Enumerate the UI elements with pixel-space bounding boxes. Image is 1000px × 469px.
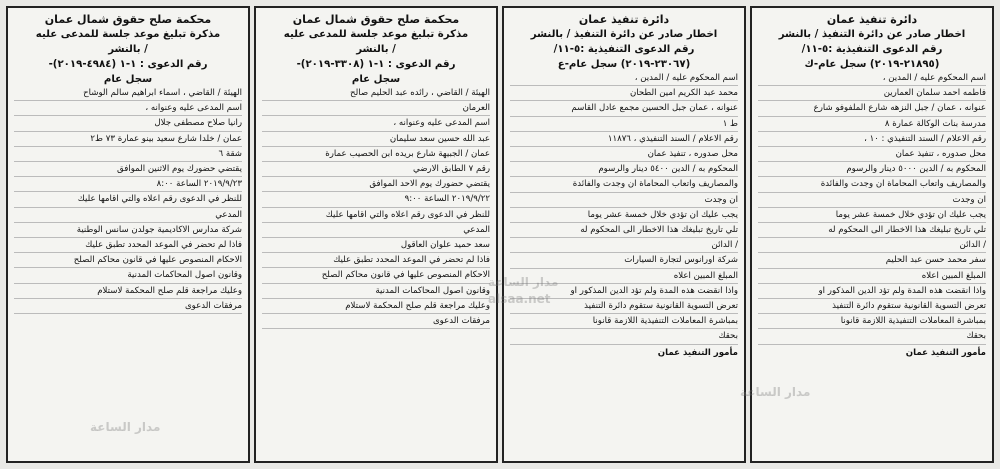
notice-header-line: سجل عام: [103, 74, 153, 85]
notice-body-line: رقم ٧ الطابق الارضي: [262, 163, 490, 177]
notice-header-line: رقم الدعوى : ١-١ (٣٣٠٨-٢٠١٩)-: [296, 59, 456, 70]
notice-body-line: الهيئة / القاضي ، اسماء ابراهيم سالم الوشاح: [14, 87, 242, 101]
notice-body-line: تعرض التسوية القانونية ستقوم دائرة التنفيذ: [510, 300, 738, 314]
watermark-text: مدار الساعة: [488, 275, 559, 289]
notice-body-line: المحكوم به / الدين ٥٤٠٠ دينار والرسوم: [510, 163, 738, 177]
notice-body-line: يجب عليك ان تؤدي خلال خمسة عشر يوما: [758, 209, 986, 223]
notice-header: [510, 12, 738, 72]
notice-body-line: عمان / خلدا شارع سعيد بينو عمارة ٧٣ ط٢: [14, 133, 242, 147]
notice-body-line: شركة مدارس الاكاديمية جولدن سانس الوطنية: [14, 224, 242, 238]
notice-body-line: شركة اورانوس لتجارة السيارات: [510, 254, 738, 268]
notice-body-line: اسم المحكوم عليه / المدين ،: [510, 72, 738, 86]
notice-header-line: رقم الدعوى : ١-١ (٤٩٨٤-٢٠١٩)-: [48, 59, 208, 70]
notice-header-line: (٢١٨٩٥-٢٠١٩) سجل عام-ك: [804, 59, 940, 70]
notice-body-line: العرمان: [262, 102, 490, 116]
notice-header-line: محكمة صلح حقوق شمال عمان: [292, 13, 460, 26]
watermark-text-3: مدار الساعة: [90, 420, 161, 434]
notice-body-line: ط ١: [510, 118, 738, 132]
notice-court-3308: [254, 6, 498, 463]
notice-body-line: سفر محمد حسن عبد الحليم: [758, 254, 986, 268]
notice-body-line: الاحكام المنصوص عليها في قانون محاكم الصلح: [262, 269, 490, 283]
notice-header-line: محكمة صلح حقوق شمال عمان: [44, 13, 212, 26]
notice-body-line: عنوانه ، عمان جبل الحسين مجمع عادل القاسم: [510, 102, 738, 116]
notice-body-line: والمصاريف واتعاب المحاماة ان وجدت والفائدة: [758, 178, 986, 192]
notice-body-line: المحكوم به / الدين ٥٠٠٠ دينار والرسوم: [758, 163, 986, 177]
notice-header-line: مذكرة تبليغ موعد جلسة للمدعى عليه: [283, 29, 469, 40]
notice-body-line: عنوانه ، عمان / جبل النزهه شارع الملفوفو شارع: [758, 102, 986, 116]
notice-execution-21895: [750, 6, 994, 463]
notice-body-line: تلي تاريخ تبليغك هذا الاخطار الى المحكوم له: [510, 224, 738, 238]
notice-body-line: شقة ٦: [14, 148, 242, 162]
notice-body-line: محل صدوره ، تنفيذ عمان: [758, 148, 986, 162]
notice-header-line: سجل عام: [351, 74, 401, 85]
notice-body-line: بمباشرة المعاملات التنفيذية اللازمة قانونا: [510, 315, 738, 329]
notice-body-line: يقتضي حضورك يوم الاحد الموافق: [262, 178, 490, 192]
notice-body-line: اسم المحكوم عليه / المدين ،: [758, 72, 986, 86]
notice-body-line: والمصاريف واتعاب المحاماة ان وجدت والفائدة: [510, 178, 738, 192]
notice-court-4984: [6, 6, 250, 463]
notice-body-line: وعليك مراجعة قلم صلح المحكمة لاستلام: [14, 285, 242, 299]
notice-body-line: مدرسة بنات الوكالة عمارة ٨: [758, 118, 986, 132]
notice-body-line: عمان / الجبيهة شارع بريده ابن الحصيب عمارة: [262, 148, 490, 162]
notice-body-line: واذا انقضت هذه المدة ولم تؤد الدين المذكور او: [510, 285, 738, 299]
notice-header-line: رقم الدعوى التنفيذية :٥-١١/: [801, 44, 943, 55]
notice-body-line: واذا انقضت هذه المدة ولم تؤد الدين المذكور او: [758, 285, 986, 299]
notice-body-line: فاذا لم تحضر في الموعد المحدد تطبق عليك: [262, 254, 490, 268]
notice-body-line: مرفقات الدعوى: [262, 315, 490, 329]
notice-body-line: يجب عليك ان تؤدي خلال خمسة عشر يوما: [510, 209, 738, 223]
notice-body-line: فاطمه احمد سلمان العمارين: [758, 87, 986, 101]
notice-header-line: اخطار صادر عن دائرة التنفيذ / بالنشر: [778, 29, 966, 40]
notice-body-line: تلي تاريخ تبليغك هذا الاخطار الى المحكوم له: [758, 224, 986, 238]
notice-body-line: ٢٠١٩/٩/٢٢ الساعة ٩:٠٠: [262, 193, 490, 207]
notice-body-line: المدعي: [262, 224, 490, 238]
notice-body-line: / الدائن: [510, 239, 738, 253]
watermark-url: alsaa.net: [488, 292, 551, 306]
notice-body-line: للنظر في الدعوى رقم اعلاه والتي اقامها عليك: [262, 209, 490, 223]
notice-header-line: دائرة تنفيذ عمان: [578, 13, 670, 26]
notice-header-line: مذكرة تبليغ موعد جلسة للمدعى عليه: [35, 29, 221, 40]
notice-body-line: رقم الاعلام / السند التنفيذي ، ١١٨٧٦: [510, 133, 738, 147]
notice-body-line: يقتضي حضورك يوم الاثنين الموافق: [14, 163, 242, 177]
notice-body-line: تعرض التسوية القانونية ستقوم دائرة التنفيذ: [758, 300, 986, 314]
notice-execution-23067: [502, 6, 746, 463]
notice-header-line: (٢٣٠٦٧-٢٠١٩) سجل عام-ع: [557, 59, 691, 70]
notice-body-line: اسم المدعى عليه وعنوانه ،: [14, 102, 242, 116]
notice-body-line: محمد عبد الكريم امين الطحان: [510, 87, 738, 101]
notice-signature: مأمور التنفيذ عمان: [905, 347, 986, 358]
notice-body-line: رقم الاعلام / السند التنفيذي : ١٠ ،: [758, 133, 986, 147]
notice-body-line: / الدائن: [758, 239, 986, 253]
notice-body-line: المبلغ المبين اعلاه: [758, 270, 986, 284]
notice-body-line: الاحكام المنصوص عليها في قانون محاكم الصلح: [14, 254, 242, 268]
notice-body-line: وقانون اصول المحاكمات المدنية: [14, 269, 242, 283]
notice-header-line: اخطار صادر عن دائرة التنفيذ / بالنشر: [530, 29, 718, 40]
notice-body-line: وقانون اصول المحاكمات المدنية: [262, 285, 490, 299]
notice-body-line: ٢٠١٩/٩/٢٣ الساعة ٨:٠٠: [14, 178, 242, 192]
notice-header-line: رقم الدعوى التنفيذية :٥-١١/: [553, 44, 695, 55]
notice-header-line: / بالنشر: [356, 44, 396, 55]
notice-body-line: بحقك: [758, 330, 986, 344]
notice-header: [758, 12, 986, 72]
notice-body-line: عبد الله حسين سعد سليمان: [262, 133, 490, 147]
notice-body-line: سعد حميد علوان العاقول: [262, 239, 490, 253]
notice-header-line: دائرة تنفيذ عمان: [826, 13, 918, 26]
notice-body-line: المدعي: [14, 209, 242, 223]
notice-body-line: فاذا لم تحضر في الموعد المحدد تطبق عليك: [14, 239, 242, 253]
notice-body-line: رانيا صلاح مصطفى جلال: [14, 117, 242, 131]
notice-body-line: بمباشرة المعاملات التنفيذية اللازمة قانونا: [758, 315, 986, 329]
notice-body-line: المبلغ المبين اعلاه: [510, 270, 738, 284]
notice-header-line: / بالنشر: [108, 44, 148, 55]
watermark-text-2: مدار الساعة: [740, 385, 811, 399]
notice-body-line: ان وجدت: [758, 194, 986, 208]
notice-signature: مأمور التنفيذ عمان: [657, 347, 738, 358]
notice-body-line: اسم المدعى عليه وعنوانه ،: [262, 117, 490, 131]
notice-body-line: وعليك مراجعة قلم صلح المحكمة لاستلام: [262, 300, 490, 314]
notice-body-line: مرفقات الدعوى: [14, 300, 242, 314]
notice-body-line: الهيئة / القاضي ، رائده عبد الحليم صالح: [262, 87, 490, 101]
notice-body-line: للنظر في الدعوى رقم اعلاه والتي اقامها عليك: [14, 193, 242, 207]
notice-header: [14, 12, 242, 87]
notice-body-line: محل صدوره ، تنفيذ عمان: [510, 148, 738, 162]
notice-body-line: ان وجدت: [510, 194, 738, 208]
notice-header: [262, 12, 490, 87]
notice-body-line: بحقك: [510, 330, 738, 344]
